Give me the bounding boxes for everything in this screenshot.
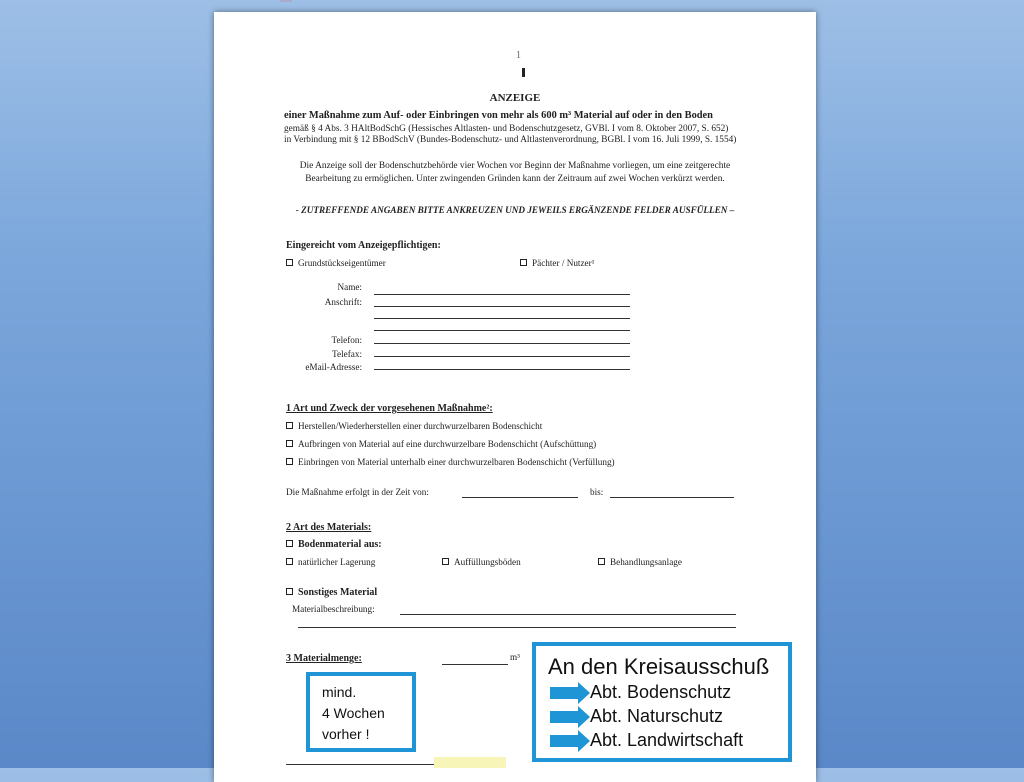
recipient-item-bodenschutz <box>550 682 731 703</box>
deadline-callout <box>306 672 416 752</box>
highlight-band <box>434 757 506 768</box>
fax-field[interactable] <box>374 356 630 357</box>
checkbox-icon[interactable] <box>286 558 293 565</box>
unit-label: m³ <box>510 652 520 662</box>
top-stub <box>280 0 292 2</box>
soil-option-natural-label: natürlicher Lagerung <box>298 557 376 567</box>
checkbox-icon[interactable] <box>598 558 605 565</box>
section-3-heading-text: 3 Materialmenge: <box>286 653 362 664</box>
soil-option-plant[interactable] <box>598 557 682 567</box>
page-mark <box>522 68 525 77</box>
period-to-label: bis: <box>590 487 604 497</box>
intro-line-2: Bearbeitung zu ermöglichen. Unter zwingenden Gründen kann der Zeitraum auf zwei Wochen verkürzt werden. <box>305 174 725 184</box>
section-1-option-1-label: Herstellen/Wiederherstellen einer durchwurzelbaren Bodenschicht <box>298 421 543 431</box>
option-tenant-label: Pächter / Nutzer¹ <box>532 258 595 268</box>
address-label: Anschrift: <box>324 297 362 307</box>
phone-field[interactable] <box>374 343 630 344</box>
document-subtitle: einer Maßnahme zum Auf- oder Einbringen von mehr als 600 m³ Material auf oder in den Boden <box>284 110 713 121</box>
recipient-heading: An den Kreisausschuß <box>548 654 770 679</box>
checkbox-icon[interactable] <box>286 588 293 595</box>
fax-label: Telefax: <box>332 349 362 359</box>
section-2-heading <box>286 522 371 533</box>
checkbox-icon[interactable] <box>286 259 293 266</box>
name-label: Name: <box>337 282 362 292</box>
address-field-3[interactable] <box>374 330 630 331</box>
soil-material-label: Bodenmaterial aus: <box>298 539 382 550</box>
recipient-item-label: Abt. Landwirtschaft <box>590 730 744 750</box>
checkbox-icon[interactable] <box>286 440 293 447</box>
recipient-callout <box>532 642 792 762</box>
soil-option-fill-label: Auffüllungsböden <box>454 557 521 567</box>
recipient-item-landwirtschaft <box>550 730 743 751</box>
legal-reference-2: in Verbindung mit § 12 BBodSchV (Bundes-Bodenschutz- und Altlastenverordnung, BGBl. I vom 16. Juli 1999, S. 1554) <box>284 135 737 145</box>
checkbox-icon[interactable] <box>286 458 293 465</box>
material-amount-field[interactable] <box>442 664 508 665</box>
deadline-line-1: mind. <box>322 684 357 700</box>
period-label: Die Maßnahme erfolgt in der Zeit von: <box>286 487 429 497</box>
material-description-field-2[interactable] <box>298 627 736 628</box>
recipient-item-naturschutz <box>550 706 723 727</box>
soil-option-plant-label: Behandlungsanlage <box>610 557 682 567</box>
other-material-label: Sonstiges Material <box>298 587 378 598</box>
soil-option-natural[interactable] <box>286 557 375 567</box>
email-field[interactable] <box>374 369 630 370</box>
section-2-heading-text: 2 Art des Materials: <box>286 522 372 533</box>
intro-line-1: Die Anzeige soll der Bodenschutzbehörde vier Wochen vor Beginn der Maßnahme vorliegen, um eine zeitgerechte <box>299 161 731 171</box>
phone-label: Telefon: <box>331 335 362 345</box>
section-1-option-3[interactable] <box>286 457 615 467</box>
option-tenant[interactable] <box>520 258 594 268</box>
legal-reference-1: gemäß § 4 Abs. 3 HAltBodSchG (Hessisches Altlasten- und Bodenschutzgesetz, GVBl. I vom 8. Oktober 2007, S. 652) <box>284 124 729 134</box>
address-field-2[interactable] <box>374 318 630 319</box>
section-1-option-2-label: Aufbringen von Material auf eine durchwurzelbare Bodenschicht (Aufschüttung) <box>298 439 597 449</box>
section-1-option-1[interactable] <box>286 421 542 431</box>
section-1-heading-text: 1 Art und Zweck der vorgesehenen Maßnahme²: <box>286 403 493 414</box>
instruction-note: - ZUTREFFENDE ANGABEN BITTE ANKREUZEN UND JEWEILS ERGÄNZENDE FELDER AUSFÜLLEN – <box>295 205 735 215</box>
recipient-item-label: Abt. Bodenschutz <box>590 682 732 702</box>
material-description-field-1[interactable] <box>400 614 736 615</box>
option-owner[interactable] <box>286 258 386 268</box>
checkbox-icon[interactable] <box>520 259 527 266</box>
other-material-option[interactable] <box>286 587 377 598</box>
soil-material-option[interactable] <box>286 539 382 550</box>
section-1-option-3-label: Einbringen von Material unterhalb einer durchwurzelbaren Bodenschicht (Verfüllung) <box>298 457 615 467</box>
checkbox-icon[interactable] <box>286 422 293 429</box>
footnote-separator <box>286 764 434 765</box>
submitted-heading: Eingereicht vom Anzeigepflichtigen: <box>286 240 441 251</box>
material-description-label: Materialbeschreibung: <box>292 604 375 614</box>
deadline-line-3: vorher ! <box>322 726 370 742</box>
section-1-heading <box>286 403 493 414</box>
option-owner-label: Grundstückseigentümer <box>298 258 386 268</box>
name-field[interactable] <box>374 294 630 295</box>
soil-option-fill[interactable] <box>442 557 521 567</box>
page-number: 1 <box>516 50 521 61</box>
address-field-1[interactable] <box>374 306 630 307</box>
period-from-field[interactable] <box>462 497 578 498</box>
checkbox-icon[interactable] <box>286 540 293 547</box>
section-3-heading <box>286 653 362 664</box>
period-to-field[interactable] <box>610 497 734 498</box>
recipient-item-label: Abt. Naturschutz <box>590 706 724 726</box>
section-1-option-2[interactable] <box>286 439 596 449</box>
document-title: ANZEIGE <box>489 92 541 104</box>
email-label: eMail-Adresse: <box>305 362 362 372</box>
checkbox-icon[interactable] <box>442 558 449 565</box>
deadline-line-2: 4 Wochen <box>322 705 385 721</box>
